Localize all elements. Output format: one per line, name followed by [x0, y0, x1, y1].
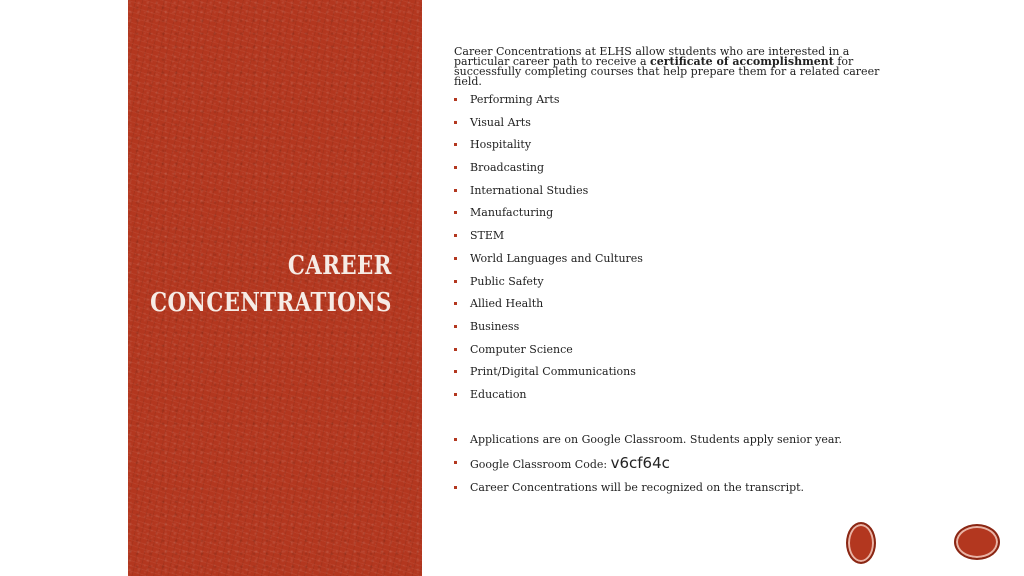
slide-title-line-1: CAREER: [288, 251, 392, 281]
notes-list: [454, 433, 894, 495]
list-item: Hospitality: [454, 138, 894, 161]
list-item: Broadcasting: [454, 161, 894, 184]
list-item: Education: [454, 388, 894, 411]
list-item: Manufacturing: [454, 206, 894, 229]
list-item: Allied Health: [454, 297, 894, 320]
applications-note: Applications are on Google Classroom. Students apply senior year.: [454, 433, 894, 447]
list-item: Public Safety: [454, 275, 894, 298]
next-slide-button[interactable]: [954, 524, 1000, 560]
intro-text-end: for successfully completing courses that help prepare them for a related career field.: [454, 55, 880, 88]
classroom-code-note: [454, 453, 894, 472]
concentration-list: [454, 93, 894, 411]
intro-paragraph: [454, 47, 894, 87]
list-item: International Studies: [454, 184, 894, 207]
intro-bold-text: certificate of accomplishment: [650, 55, 834, 68]
title-panel: [128, 0, 422, 576]
previous-slide-button[interactable]: [846, 522, 876, 564]
classroom-code-value: v6cf64c: [610, 453, 670, 472]
classroom-code-label: Google Classroom Code:: [470, 457, 611, 471]
list-item: STEM: [454, 229, 894, 252]
list-item: Print/Digital Communications: [454, 365, 894, 388]
list-item: Computer Science: [454, 343, 894, 366]
slide-content: [454, 47, 894, 504]
slide-title: [150, 248, 392, 322]
list-item: Performing Arts: [454, 93, 894, 116]
transcript-note: Career Concentrations will be recognized on the transcript.: [454, 481, 894, 495]
slide-title-line-2: CONCENTRATIONS: [150, 288, 392, 318]
list-item: Business: [454, 320, 894, 343]
intro-text-start: Career Concentrations at ELHS allow students who are interested in a particular career path to receive a: [454, 45, 850, 68]
list-item: Visual Arts: [454, 116, 894, 139]
list-item: World Languages and Cultures: [454, 252, 894, 275]
